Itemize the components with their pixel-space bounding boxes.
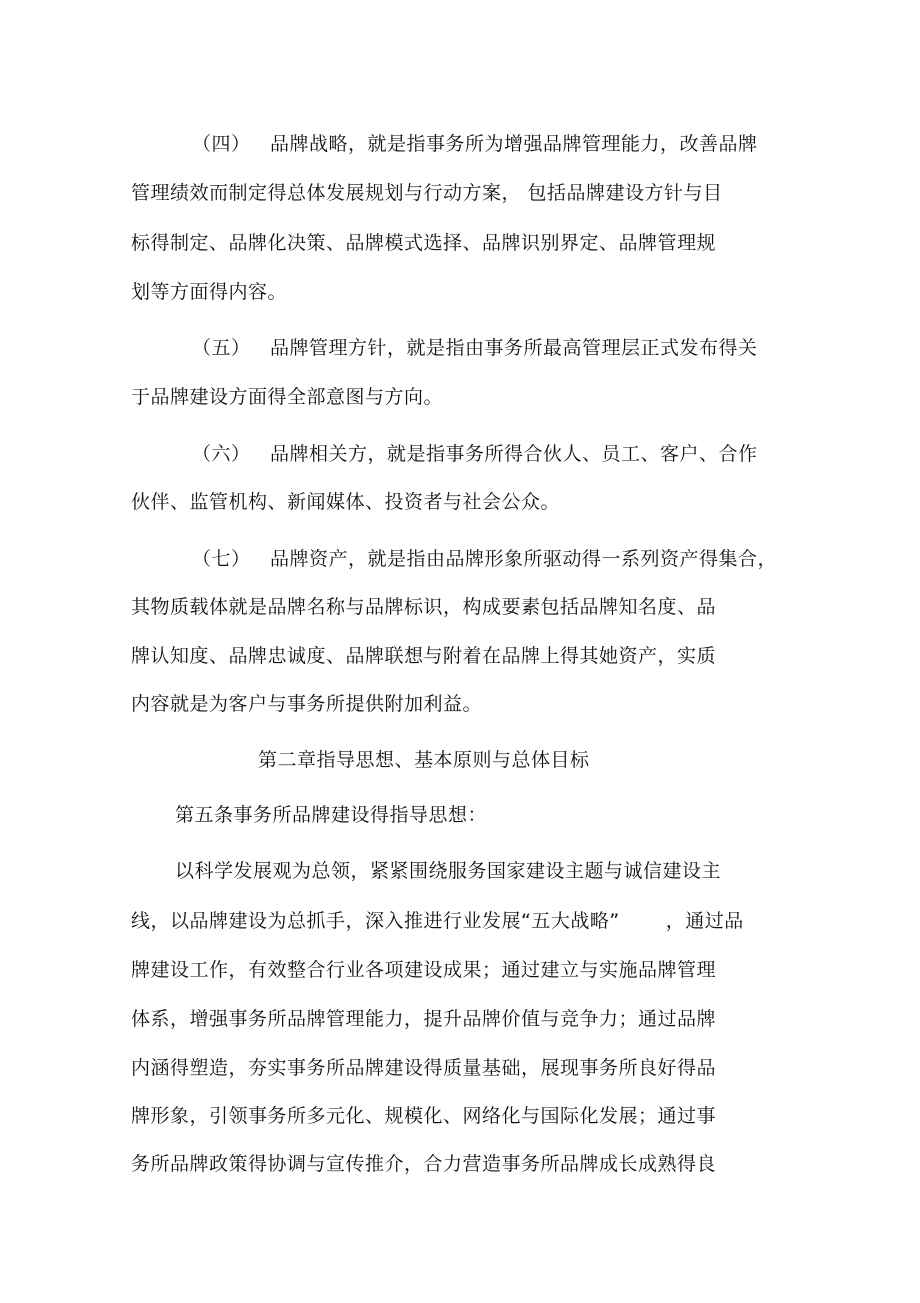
paragraph-7-label: （七）	[192, 548, 251, 570]
paragraph-5-text-1: 品牌管理方针，就是指由事务所最高管理层正式发布得关	[270, 337, 758, 359]
paragraph-7-line-1	[192, 547, 777, 571]
article-5-line-6: 牌形象，引领事务所多元化、规模化、网络化与国际化发展；通过事	[131, 1105, 717, 1127]
paragraph-4-line-2: 管理绩效而制定得总体发展规划与行动方案， 包括品牌建设方针与目	[131, 182, 723, 204]
article-5-line-4: 体系，增强事务所品牌管理能力，提升品牌价值与竞争力；通过品牌	[131, 1008, 717, 1030]
paragraph-4-line-3: 标得制定、品牌化决策、品牌模式选择、品牌识别界定、品牌管理规	[131, 232, 717, 254]
article-5-line-2	[131, 909, 744, 933]
article-5-line-3: 牌建设工作，有效整合行业各项建设成果；通过建立与实施品牌管理	[131, 959, 717, 981]
article-5-line-7: 务所品牌政策得协调与宣传推介，合力营造事务所品牌成长成熟得良	[131, 1153, 717, 1175]
paragraph-5-label: （五）	[192, 337, 251, 359]
paragraph-5-line-1	[192, 336, 758, 360]
paragraph-4-label: （四）	[192, 133, 251, 155]
paragraph-6-text-1: 品牌相关方，就是指事务所得合伙人、员工、客户、合作	[270, 443, 758, 465]
article-5-title: 第五条事务所品牌建设得指导思想：	[175, 804, 488, 826]
paragraph-6-line-1	[192, 442, 758, 466]
paragraph-5-line-2: 于品牌建设方面得全部意图与方向。	[131, 386, 444, 408]
paragraph-7-line-3: 牌认知度、品牌忠诚度、品牌联想与附着在品牌上得其她资产，实质	[131, 645, 717, 667]
paragraph-7-line-4: 内容就是为客户与事务所提供附加利益。	[131, 693, 483, 715]
article-5-line-2-text-b: ，通过品	[665, 910, 744, 932]
paragraph-7-text-1: 品牌资产，就是指由品牌形象所驱动得一系列资产得集合，	[270, 548, 778, 570]
article-5-line-5: 内涵得塑造，夯实事务所品牌建设得质量基础，展现事务所良好得品	[131, 1057, 717, 1079]
article-5-line-1: 以科学发展观为总领，紧紧围绕服务国家建设主题与诚信建设主	[175, 860, 722, 882]
paragraph-7-line-2: 其物质载体就是品牌名称与品牌标识，构成要素包括品牌知名度、品	[131, 596, 717, 618]
chapter-title: 第二章指导思想、基本原则与总体目标	[258, 749, 590, 771]
paragraph-4-line-1	[192, 132, 758, 156]
paragraph-6-label: （六）	[192, 443, 251, 465]
paragraph-4-text-1: 品牌战略，就是指事务所为增强品牌管理能力，改善品牌	[270, 133, 758, 155]
paragraph-4-line-4: 划等方面得内容。	[131, 281, 288, 303]
article-5-line-2-text-a: 线，以品牌建设为总抓手，深入推进行业发展“五大战略”	[131, 910, 620, 932]
paragraph-6-line-2: 伙伴、监管机构、新闻媒体、投资者与社会公众。	[131, 491, 561, 513]
